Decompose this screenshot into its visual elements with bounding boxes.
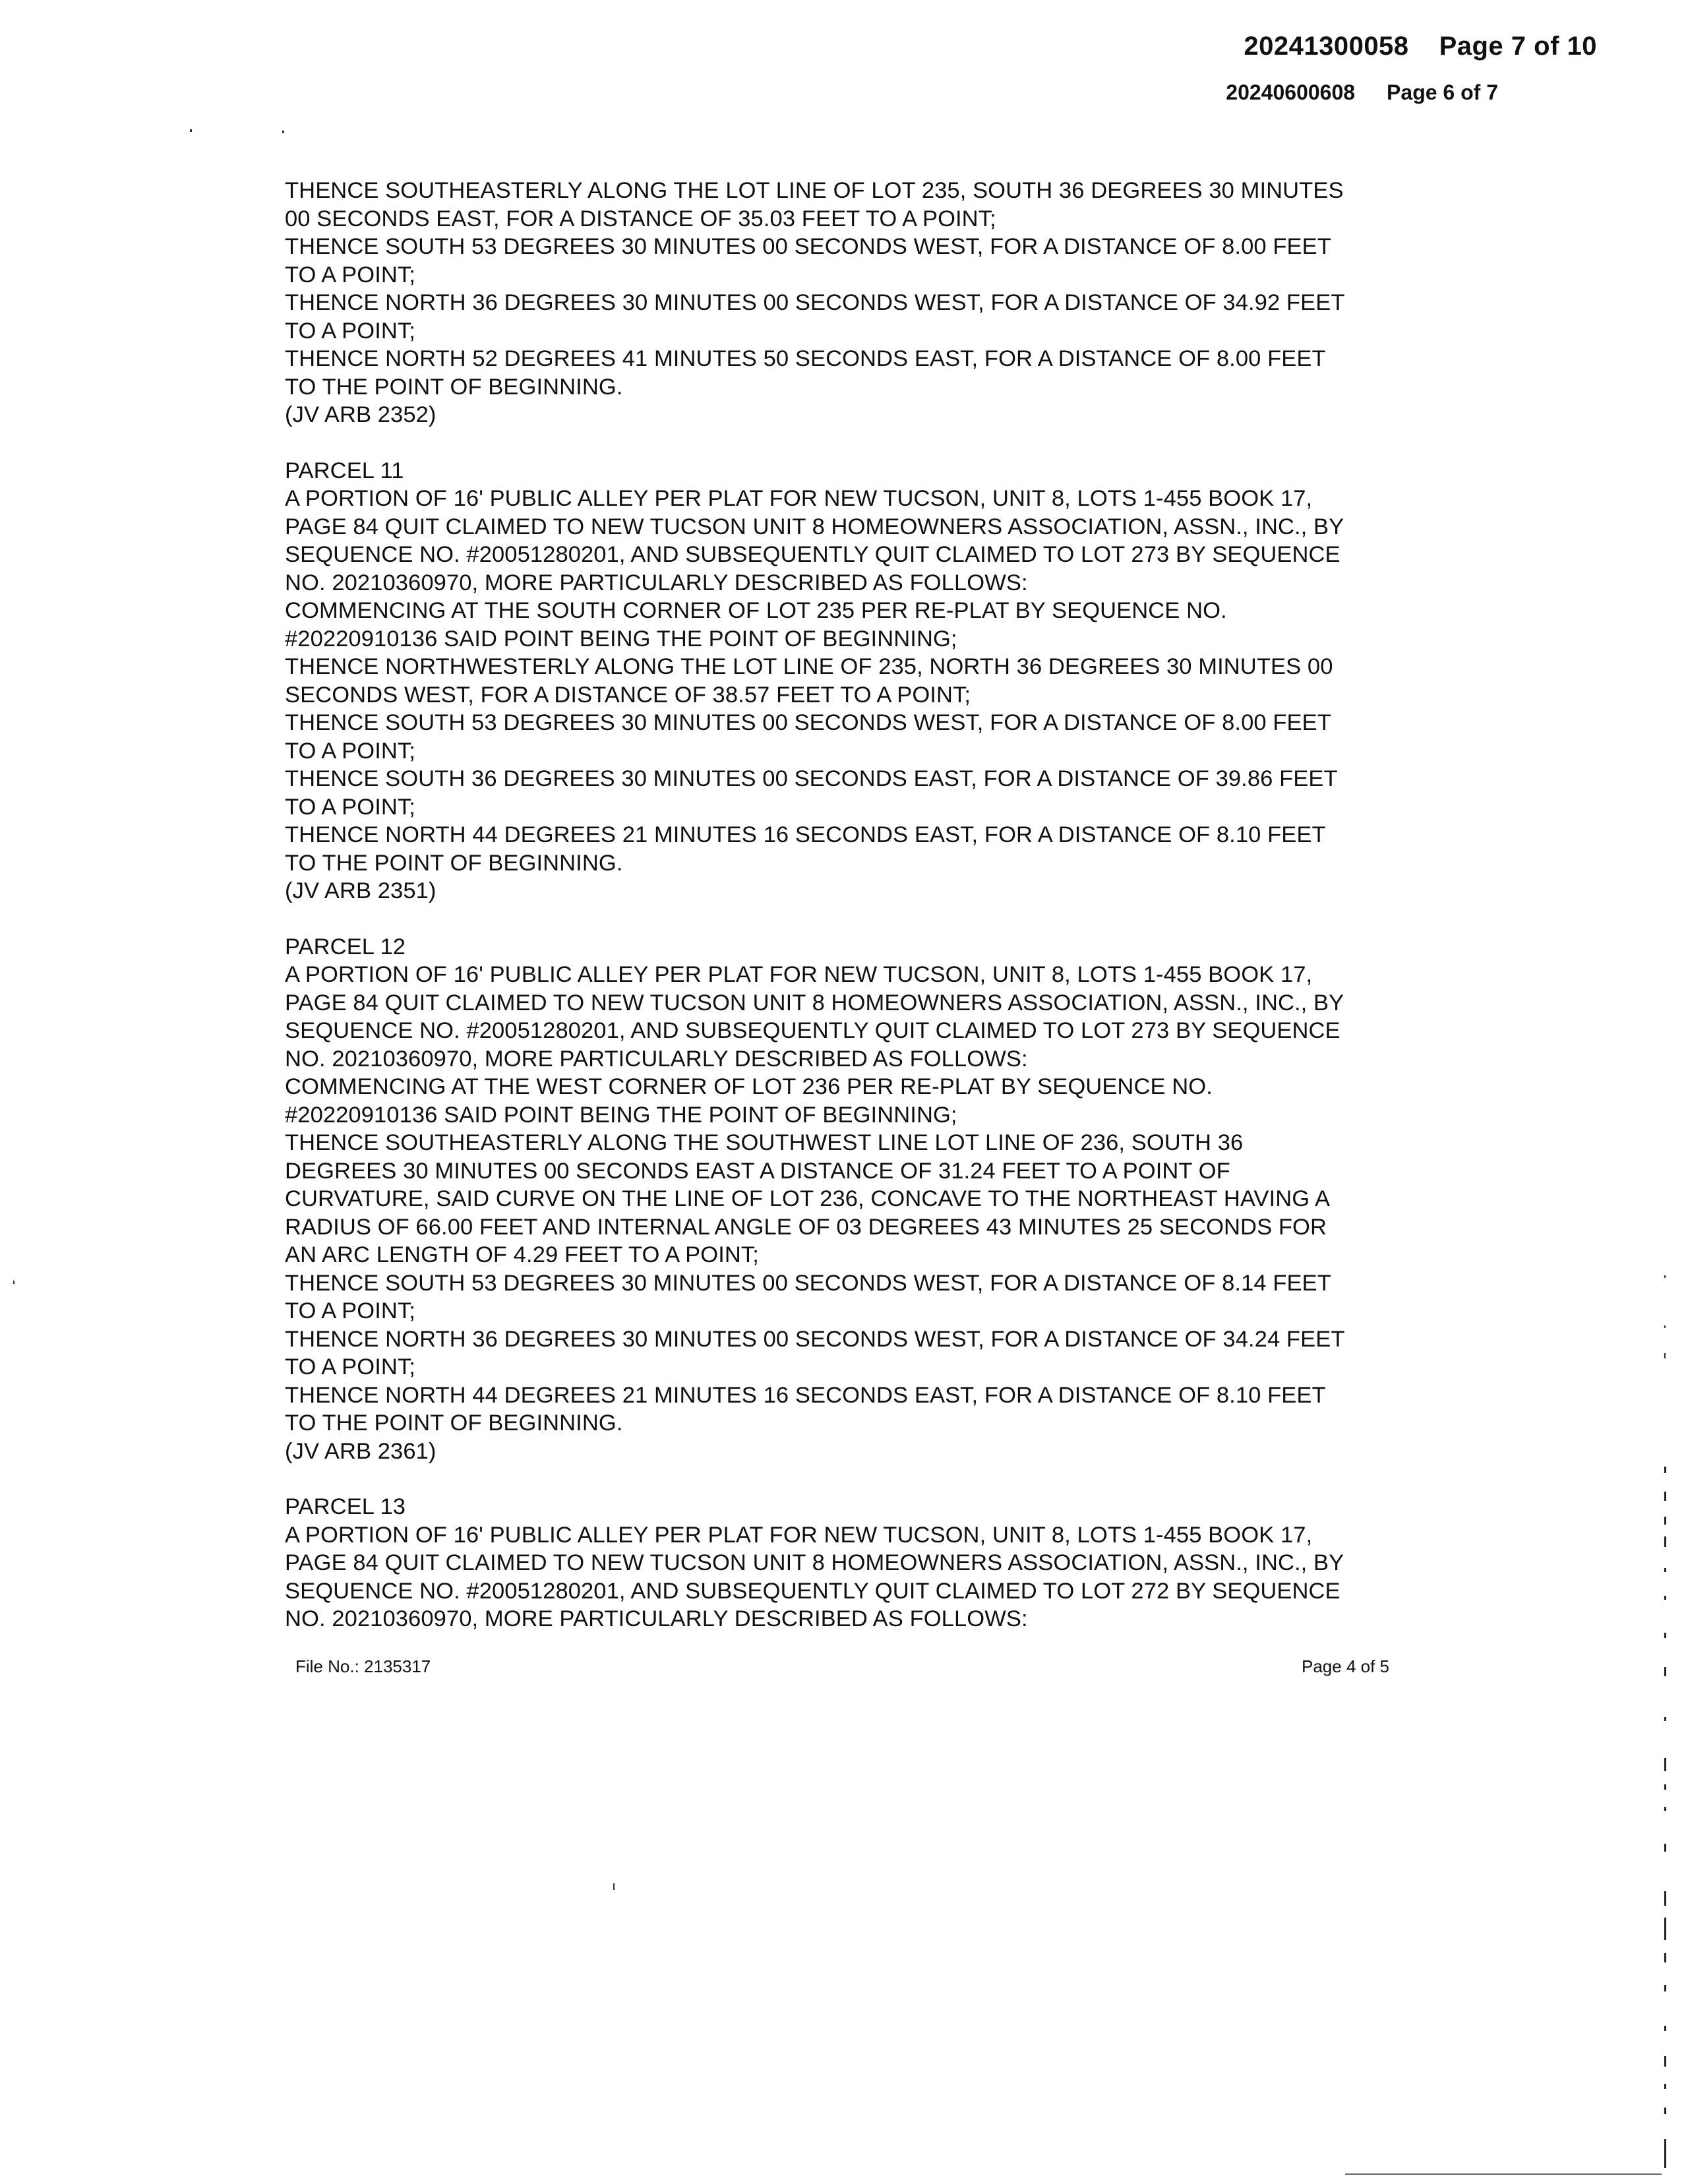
- prior-page-indicator: Page 6 of 7: [1387, 80, 1498, 104]
- scan-edge-mark: [1664, 1492, 1666, 1501]
- scan-edge-mark: [1664, 1536, 1666, 1547]
- scan-speck: [1664, 1325, 1666, 1328]
- text-line: RADIUS OF 66.00 FEET AND INTERNAL ANGLE OF 03 DEGREES 43 MINUTES 25 SECONDS FOR: [285, 1214, 1327, 1240]
- text-line: AN ARC LENGTH OF 4.29 FEET TO A POINT;: [285, 1242, 759, 1267]
- recording-page-indicator: Page 7 of 10: [1439, 32, 1597, 61]
- paragraph-spacer: [285, 1465, 1445, 1493]
- text-line: TO THE POINT OF BEGINNING.: [285, 374, 623, 400]
- paragraph-spacer: [285, 429, 1445, 457]
- text-line: THENCE SOUTH 36 DEGREES 30 MINUTES 00 SECONDS EAST, FOR A DISTANCE OF 39.86 FEET: [285, 766, 1338, 791]
- text-line: TO THE POINT OF BEGINNING.: [285, 850, 623, 876]
- scan-edge-mark: [1664, 1918, 1666, 1940]
- text-line: TO A POINT;: [285, 318, 415, 344]
- text-line: DEGREES 30 MINUTES 00 SECONDS EAST A DISTANCE OF 31.24 FEET TO A POINT OF: [285, 1158, 1230, 1184]
- text-line: TO A POINT;: [285, 794, 415, 820]
- legal-paragraph: [285, 933, 1445, 1466]
- legal-paragraph: [285, 1493, 1445, 1633]
- text-line: TO A POINT;: [285, 1298, 415, 1323]
- text-line: THENCE NORTH 36 DEGREES 30 MINUTES 00 SECONDS WEST, FOR A DISTANCE OF 34.92 FEET: [285, 290, 1345, 315]
- scan-edge-mark: [1664, 1667, 1666, 1676]
- text-line: #20220910136 SAID POINT BEING THE POINT OF BEGINNING;: [285, 1102, 957, 1128]
- text-line: THENCE NORTH 52 DEGREES 41 MINUTES 50 SECONDS EAST, FOR A DISTANCE OF 8.00 FEET: [285, 346, 1326, 371]
- text-line: SEQUENCE NO. #20051280201, AND SUBSEQUENTLY QUIT CLAIMED TO LOT 273 BY SEQUENCE: [285, 1018, 1341, 1043]
- text-line: THENCE NORTHWESTERLY ALONG THE LOT LINE OF 235, NORTH 36 DEGREES 30 MINUTES 00: [285, 654, 1333, 679]
- text-line: TO A POINT;: [285, 262, 415, 288]
- scan-edge-mark: [1664, 1517, 1666, 1525]
- text-line: A PORTION OF 16' PUBLIC ALLEY PER PLAT FOR NEW TUCSON, UNIT 8, LOTS 1-455 BOOK 17,: [285, 962, 1313, 987]
- text-line: (JV ARB 2351): [285, 878, 437, 903]
- text-line: TO A POINT;: [285, 738, 415, 764]
- scan-edge-mark: [1664, 1568, 1666, 1572]
- text-line: TO THE POINT OF BEGINNING.: [285, 1410, 623, 1436]
- scan-edge-mark: [1664, 1844, 1666, 1852]
- scan-edge-mark: [1664, 1985, 1666, 1991]
- scan-speck: [1664, 1353, 1666, 1358]
- text-line: THENCE SOUTH 53 DEGREES 30 MINUTES 00 SECONDS WEST, FOR A DISTANCE OF 8.14 FEET: [285, 1270, 1331, 1296]
- text-line: SECONDS WEST, FOR A DISTANCE OF 38.57 FEET TO A POINT;: [285, 682, 971, 708]
- text-line: PAGE 84 QUIT CLAIMED TO NEW TUCSON UNIT 8 HOMEOWNERS ASSOCIATION, ASSN., INC., BY: [285, 990, 1344, 1016]
- text-line: A PORTION OF 16' PUBLIC ALLEY PER PLAT FOR NEW TUCSON, UNIT 8, LOTS 1-455 BOOK 17,: [285, 1522, 1313, 1548]
- legal-paragraph: [285, 177, 1445, 429]
- text-line: SEQUENCE NO. #20051280201, AND SUBSEQUENTLY QUIT CLAIMED TO LOT 272 BY SEQUENCE: [285, 1578, 1341, 1604]
- text-line: SEQUENCE NO. #20051280201, AND SUBSEQUENTLY QUIT CLAIMED TO LOT 273 BY SEQUENCE: [285, 542, 1341, 567]
- scan-speck: [190, 129, 192, 132]
- text-line: THENCE SOUTH 53 DEGREES 30 MINUTES 00 SECONDS WEST, FOR A DISTANCE OF 8.00 FEET: [285, 234, 1331, 259]
- paragraph-spacer: [285, 905, 1445, 933]
- text-line: NO. 20210360970, MORE PARTICULARLY DESCRIBED AS FOLLOWS:: [285, 1046, 1028, 1072]
- prior-recording-number: 20240600608: [1226, 80, 1356, 104]
- text-line: TO A POINT;: [285, 1354, 415, 1380]
- text-line: THENCE NORTH 44 DEGREES 21 MINUTES 16 SECONDS EAST, FOR A DISTANCE OF 8.10 FEET: [285, 1382, 1326, 1408]
- text-line: NO. 20210360970, MORE PARTICULARLY DESCRIBED AS FOLLOWS:: [285, 1606, 1028, 1631]
- text-line: NO. 20210360970, MORE PARTICULARLY DESCRIBED AS FOLLOWS:: [285, 570, 1028, 595]
- text-line: THENCE SOUTHEASTERLY ALONG THE LOT LINE OF LOT 235, SOUTH 36 DEGREES 30 MINUTES: [285, 178, 1344, 203]
- scan-edge-mark: [1664, 2084, 1666, 2089]
- scan-edge-mark: [1664, 2139, 1666, 2168]
- scan-edge-mark: [1664, 2026, 1666, 2031]
- scan-edge-mark: [1664, 1717, 1666, 1721]
- text-line: COMMENCING AT THE SOUTH CORNER OF LOT 235 PER RE-PLAT BY SEQUENCE NO.: [285, 598, 1227, 623]
- scan-edge-mark: [1664, 1596, 1666, 1600]
- scan-edge-mark: [1664, 2056, 1666, 2067]
- scan-edge-mark: [1664, 1953, 1666, 1962]
- scan-speck: [13, 1281, 15, 1284]
- text-line: THENCE SOUTHEASTERLY ALONG THE SOUTHWEST LINE LOT LINE OF 236, SOUTH 36: [285, 1130, 1244, 1155]
- scan-edge-mark: [1664, 2108, 1666, 2114]
- text-line: THENCE NORTH 36 DEGREES 30 MINUTES 00 SECONDS WEST, FOR A DISTANCE OF 34.24 FEET: [285, 1326, 1345, 1352]
- text-line: PARCEL 13: [285, 1494, 406, 1519]
- recording-number: 20241300058: [1244, 32, 1409, 61]
- footer-page-number: Page 4 of 5: [1302, 1656, 1389, 1676]
- text-line: PARCEL 12: [285, 934, 406, 959]
- scan-edge-mark: [1664, 1633, 1666, 1638]
- text-line: CURVATURE, SAID CURVE ON THE LINE OF LOT 236, CONCAVE TO THE NORTHEAST HAVING A: [285, 1186, 1331, 1211]
- scan-speck: [613, 1883, 615, 1890]
- scan-speck: [1664, 1275, 1666, 1278]
- recording-header: [1244, 32, 1597, 61]
- scan-edge-mark: [1664, 1807, 1666, 1811]
- text-line: THENCE SOUTH 53 DEGREES 30 MINUTES 00 SECONDS WEST, FOR A DISTANCE OF 8.00 FEET: [285, 710, 1331, 735]
- scan-edge-mark: [1664, 1891, 1666, 1906]
- scan-edge-mark: [1664, 1784, 1666, 1790]
- text-line: COMMENCING AT THE WEST CORNER OF LOT 236 PER RE-PLAT BY SEQUENCE NO.: [285, 1074, 1213, 1099]
- text-line: A PORTION OF 16' PUBLIC ALLEY PER PLAT FOR NEW TUCSON, UNIT 8, LOTS 1-455 BOOK 17,: [285, 486, 1313, 511]
- text-line: (JV ARB 2361): [285, 1438, 437, 1464]
- scan-bottom-rule: [1345, 2173, 1662, 2175]
- legal-description-body: [285, 177, 1445, 1633]
- text-line: PARCEL 11: [285, 458, 404, 483]
- text-line: PAGE 84 QUIT CLAIMED TO NEW TUCSON UNIT 8 HOMEOWNERS ASSOCIATION, ASSN., INC., BY: [285, 1550, 1344, 1575]
- scan-speck: [282, 131, 284, 133]
- scan-edge-mark: [1664, 1467, 1666, 1473]
- text-line: THENCE NORTH 44 DEGREES 21 MINUTES 16 SECONDS EAST, FOR A DISTANCE OF 8.10 FEET: [285, 822, 1326, 847]
- file-number: File No.: 2135317: [295, 1656, 431, 1676]
- prior-recording-header: [1226, 80, 1498, 105]
- text-line: PAGE 84 QUIT CLAIMED TO NEW TUCSON UNIT 8 HOMEOWNERS ASSOCIATION, ASSN., INC., BY: [285, 514, 1344, 539]
- text-line: 00 SECONDS EAST, FOR A DISTANCE OF 35.03 FEET TO A POINT;: [285, 206, 996, 231]
- text-line: (JV ARB 2352): [285, 402, 437, 427]
- scan-edge-mark: [1664, 1758, 1666, 1771]
- legal-paragraph: [285, 457, 1445, 905]
- text-line: #20220910136 SAID POINT BEING THE POINT OF BEGINNING;: [285, 626, 957, 652]
